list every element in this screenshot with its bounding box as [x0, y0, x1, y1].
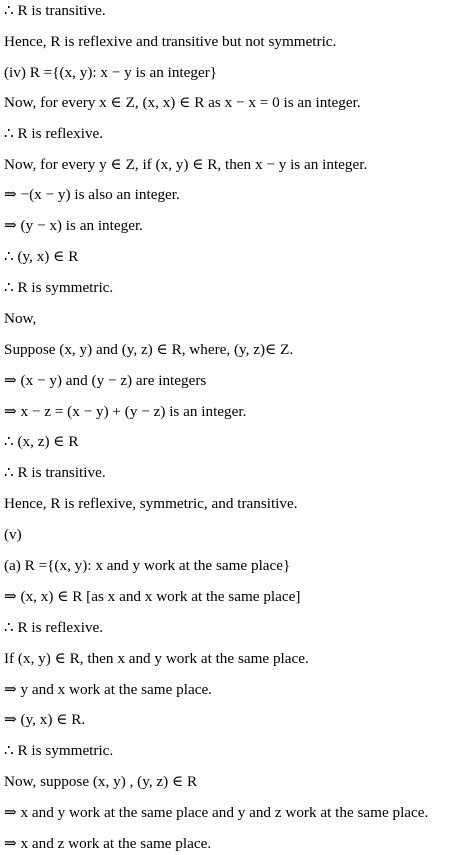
text-line: Now, suppose (x, y) , (y, z) ∈ R: [4, 773, 198, 790]
text-line: Now, for every y ∈ Z, if (x, y) ∈ R, then x − y is an integer.: [4, 156, 368, 173]
text-line: Now, for every x ∈ Z, (x, x) ∈ R as x − x = 0 is an integer.: [4, 94, 361, 111]
text-line: ∴ R is symmetric.: [4, 279, 114, 296]
text-line: ⇒ (x − y) and (y − z) are integers: [4, 372, 207, 389]
text-line: ⇒ (y, x) ∈ R.: [4, 711, 86, 728]
text-line: Now,: [4, 310, 37, 327]
text-line: ∴ R is transitive.: [4, 2, 106, 19]
text-line: ⇒ −(x − y) is also an integer.: [4, 186, 180, 203]
text-line: ∴ R is transitive.: [4, 464, 106, 481]
text-line: Hence, R is reflexive and transitive but not symmetric.: [4, 33, 337, 50]
text-line: ∴ (x, z) ∈ R: [4, 433, 79, 450]
text-line: ∴ R is symmetric.: [4, 742, 114, 759]
text-line: (iv) R ={(x, y): x − y is an integer}: [4, 64, 218, 81]
text-line: (v): [4, 526, 22, 543]
text-line: ⇒ x and z work at the same place.: [4, 835, 212, 852]
text-line: ∴ R is reflexive.: [4, 125, 104, 142]
text-line: ⇒ (y − x) is an integer.: [4, 217, 143, 234]
text-line: ∴ R is reflexive.: [4, 619, 104, 636]
text-line: Hence, R is reflexive, symmetric, and transitive.: [4, 495, 298, 512]
text-line: (a) R ={(x, y): x and y work at the same place}: [4, 557, 291, 574]
text-line: ⇒ (x, x) ∈ R [as x and x work at the same place]: [4, 588, 301, 605]
text-line: ⇒ x − z = (x − y) + (y − z) is an integer.: [4, 403, 247, 420]
text-line: ⇒ y and x work at the same place.: [4, 681, 212, 698]
text-line: Suppose (x, y) and (y, z) ∈ R, where, (y, z)∈ Z.: [4, 341, 294, 358]
text-line: ⇒ x and y work at the same place and y and z work at the same place.: [4, 804, 429, 821]
text-line: If (x, y) ∈ R, then x and y work at the same place.: [4, 650, 309, 667]
text-line: ∴ (y, x) ∈ R: [4, 248, 79, 265]
